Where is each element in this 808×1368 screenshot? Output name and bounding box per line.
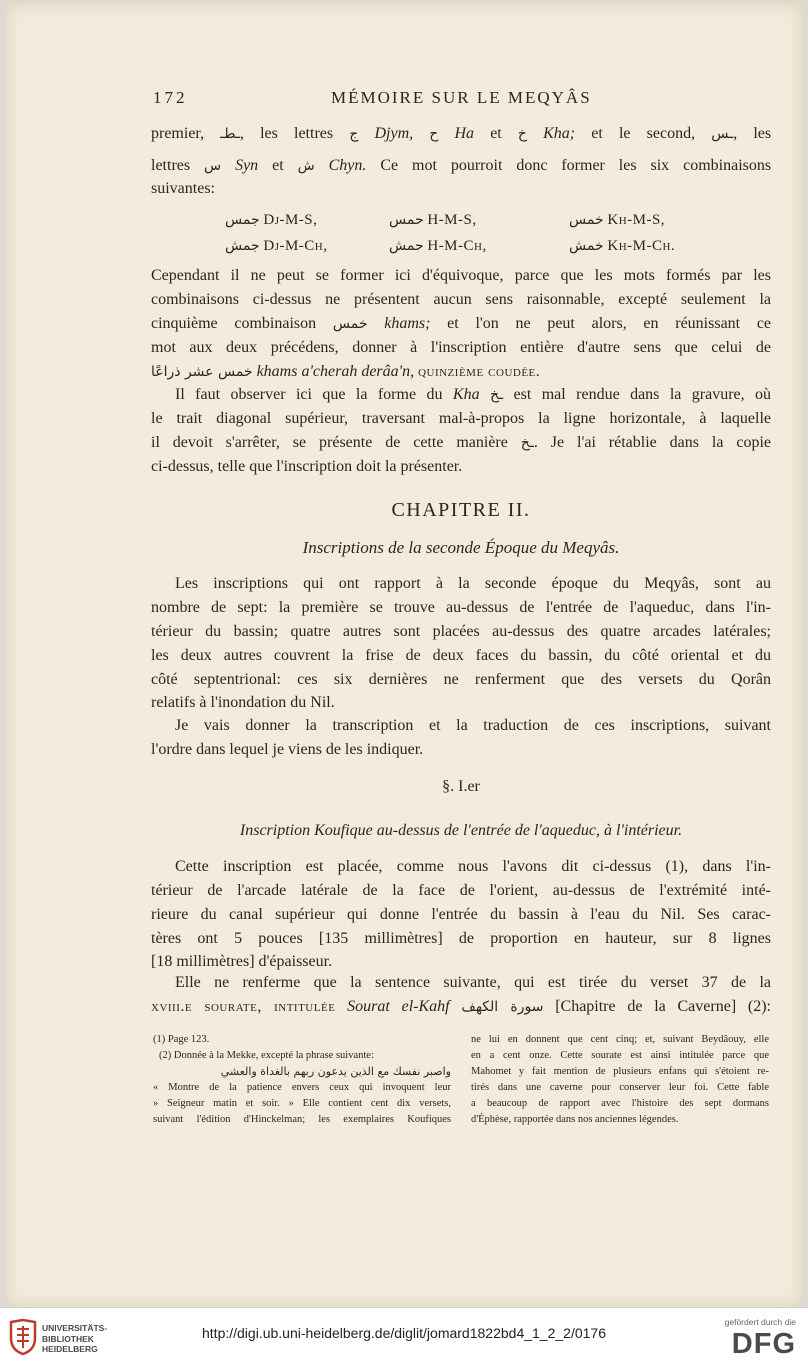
text-line: Je vais donner la transcription et la traduction de ces inscriptions, suivant [175,717,771,734]
footnote-line: (2) Donnée à la Mekke, excepté la phrase suivante: [159,1050,374,1061]
chapter-subtitle: Inscriptions de la seconde Époque du Meqyâs. [302,538,620,557]
chapter-title: CHAPITRE II. [391,499,531,521]
section-title: §. I.er [442,778,480,795]
library-logo-icon[interactable] [8,1318,38,1361]
combination: حمس H-M-S, [389,212,477,228]
text-line: lettres س Syn et ش Chyn. Ce mot pourroit donc former les six combinaisons [151,157,771,174]
combination: حمش H-M-Ch, [389,238,487,254]
text-line: suivantes: [151,180,215,197]
text-line: [18 millimètres] d'épaisseur. [151,953,333,970]
text-line: rieure du canal supérieur qui donne l'entrée du bassin à l'eau du Nil. Ses carac- [151,906,771,923]
footnote-line: ne lui en donnent que cent cinq; et, suivant Beydâouy, elle [471,1034,769,1045]
page-number: 172 [153,88,188,107]
library-name: UNIVERSITÄTS- BIBLIOTHEK HEIDELBERG [42,1323,108,1354]
text-line: nombre de sept: la première se trouve au-dessus de l'entrée de l'aqueduc, dans l'in- [151,599,771,616]
text-line: térieur du bassin; quatre autres sont placées au-dessus des quatre arcades latérales; [151,623,771,640]
section-subtitle: Inscription Koufique au-dessus de l'entrée de l'aqueduc, à l'intérieur. [239,822,683,839]
footnote-line: a beaucoup de rapport avec l'histoire des sept dormans [471,1098,769,1109]
permalink-url[interactable]: http://digi.ub.uni-heidelberg.de/diglit/jomard1822bd4_1_2_2/0176 [202,1325,606,1341]
text-line: خمس عشر ذراعًا khams a'cherah derâa'n, quinzième coudée. [151,363,541,380]
text-line: térieur de l'arcade latérale de la face de l'orient, au-dessus de l'extrémité inté- [151,882,771,899]
text-line: les deux autres couvrent la frise de deux faces du bassin, du côté oriental et du [151,647,771,664]
dfg-logo[interactable]: DFG [731,1328,796,1360]
footnote-line: en a cent onze. Cette sourate est ainsi intitulée parce que [471,1050,769,1061]
text-line: combinaisons ci-dessus ne présentent aucun sens raisonnable, excepté seulement la [151,291,771,308]
footnote-line: tirés dans une caverne pour conserver leur foi. Cette fable [471,1082,769,1093]
footnote-arabic: واصبر نفسك مع الذين يدعون ربهم بالغداة والعشي [220,1065,451,1078]
text-line: Elle ne renferme que la sentence suivante, qui est tirée du verset 37 de la [175,974,771,991]
funded-by-label: gefördert durch die [724,1317,796,1327]
text-line: xviii.e sourate, intitulée Sourat el-Kahf سورة الكهف [Chapitre de la Caverne] (2): [151,998,771,1015]
text-line: relatifs à l'inondation du Nil. [151,694,335,711]
text-line: cinquième combinaison خمس khams; et l'on ne peut alors, en réunissant ce [151,315,771,332]
text-line: ci-dessus, telle que l'inscription doit la présenter. [151,458,463,475]
footnote-line: suivant l'édition d'Hinckelman; les exemplaires Koufiques [153,1114,451,1125]
viewer-footer [0,1307,808,1368]
logo-inner [17,1326,29,1348]
running-header [151,88,771,110]
text-line: Cependant il ne peut se former ici d'équivoque, parce que les mots formés par les [151,267,771,284]
text-line: côté septentrional: ces six dernières ne renferment que des versets du Qorân [151,671,771,688]
text-line: Les inscriptions qui ont rapport à la seconde époque du Meqyâs, sont au [175,575,771,592]
footnote-line: « Montre de la patience envers ceux qui invoquent leur [153,1082,451,1093]
footnote-line: » Seigneur matin et soir. » Elle contient cent dix versets, [153,1098,451,1109]
combination: خمس Kh-M-S, [569,212,666,228]
text-line: le trait diagonal supérieur, traversant mal-à-propos la ligne horizontale, à laquelle [151,410,771,427]
combination: خمش Kh-M-Ch. [569,238,676,254]
text-line: il devoit s'arrêter, se présente de cette manière ـخ. Je l'ai rétablie dans la copie [151,434,771,451]
text-line: premier, ـطـ, les lettres ج Djym, ح Ha et خ Kha; et le second, ـس, les [151,125,771,142]
text-line: mot aux deux précédens, donner à l'inscription entière d'autre sens que celui de [151,339,771,356]
text-line: tères ont 5 pouces [135 millimètres] de proportion en hauteur, sur 8 lignes [151,930,771,947]
scanned-page [5,3,803,1307]
text-line: l'ordre dans lequel je viens de les indiquer. [151,741,424,758]
footnote-line: d'Éphèse, rapportée dans nos anciennes légendes. [471,1114,679,1125]
footnote-line: Mahomet y fait mention de plusieurs enfans qui s'étoient re- [471,1066,769,1077]
running-title: MÉMOIRE SUR LE MEQYÂS [331,88,592,107]
footnote-line: (1) Page 123. [153,1034,210,1045]
text-line: Il faut observer ici que la forme du Kha ـخ est mal rendue dans la gravure, où [175,386,771,403]
combination: جمش Dj-M-Ch, [225,238,328,254]
text-line: Cette inscription est placée, comme nous l'avons dit ci-dessus (1), dans l'in- [175,858,771,875]
combination: جمس Dj-M-S, [225,212,318,228]
